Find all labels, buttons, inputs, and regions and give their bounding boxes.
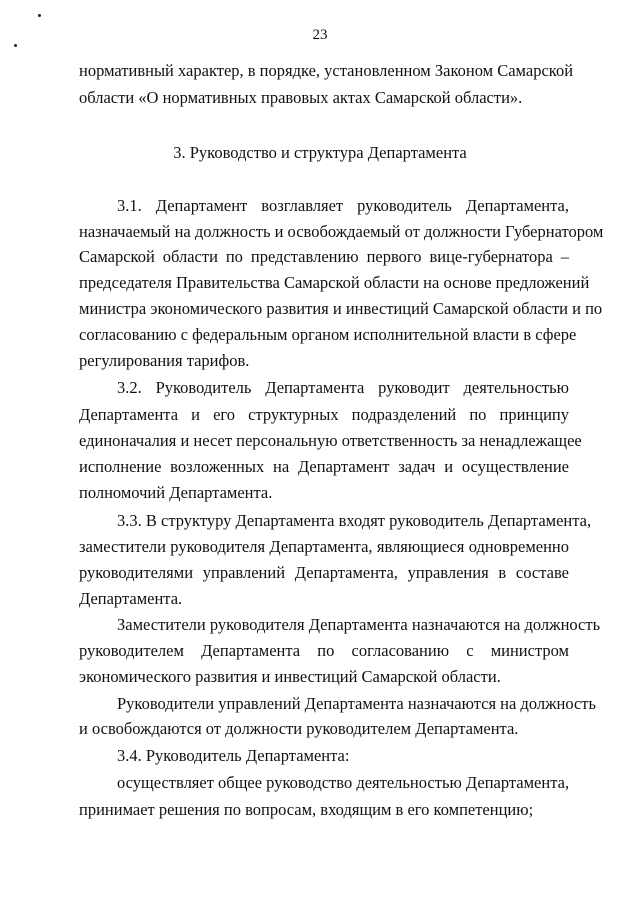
page-number: 23 [312, 27, 328, 43]
text-line: назначаемый на должность и освобождаемый от должности Губернатором [79, 222, 604, 241]
text-line: полномочий Департамента. [79, 483, 273, 502]
text-line: регулирования тарифов. [79, 351, 250, 370]
section-heading: 3. Руководство и структура Департамента [173, 143, 467, 162]
text-line: исполнение возложенных на Департамент задач и осуществление [79, 457, 569, 476]
text-line: Руководители управлений Департамента назначаются на должность [117, 694, 597, 713]
scan-speck [38, 14, 41, 17]
text-line: нормативный характер, в порядке, установленном Законом Самарской [79, 61, 574, 80]
text-line: заместители руководителя Департамента, являющиеся одновременно [79, 537, 569, 556]
text-line: единоначалия и несет персональную ответственность за ненадлежащее [79, 431, 582, 450]
text-line: осуществляет общее руководство деятельностью Департамента, [117, 773, 570, 792]
text-line: согласованию с федеральным органом исполнительной власти в сфере [79, 325, 577, 344]
text-line: области «О нормативных правовых актах Самарской области». [79, 88, 523, 107]
text-line: экономического развития и инвестиций Самарской области. [79, 667, 501, 686]
text-line: министра экономического развития и инвестиций Самарской области и по [79, 299, 603, 318]
text-line: председателя Правительства Самарской области на основе предложений [79, 273, 590, 292]
text-line: 3.4. Руководитель Департамента: [117, 746, 350, 765]
text-line: Самарской области по представлению первого вице-губернатора – [79, 247, 569, 266]
text-line: Департамента и его структурных подразделений по принципу [79, 405, 569, 424]
text-line: руководителями управлений Департамента, управления в составе [79, 563, 569, 582]
text-line: руководителем Департамента по согласованию с министром [79, 641, 569, 660]
text-line: 3.1. Департамент возглавляет руководитель Департамента, [117, 196, 569, 215]
text-line: 3.3. В структуру Департамента входят руководитель Департамента, [117, 511, 592, 530]
text-line: Заместители руководителя Департамента назначаются на должность [117, 615, 601, 634]
text-line: Департамента. [79, 589, 183, 608]
text-line: и освобождаются от должности руководителем Департамента. [79, 719, 519, 738]
text-line: принимает решения по вопросам, входящим в его компетенцию; [79, 800, 534, 819]
scan-speck [14, 44, 17, 47]
text-line: 3.2. Руководитель Департамента руководит деятельностью [117, 378, 569, 397]
